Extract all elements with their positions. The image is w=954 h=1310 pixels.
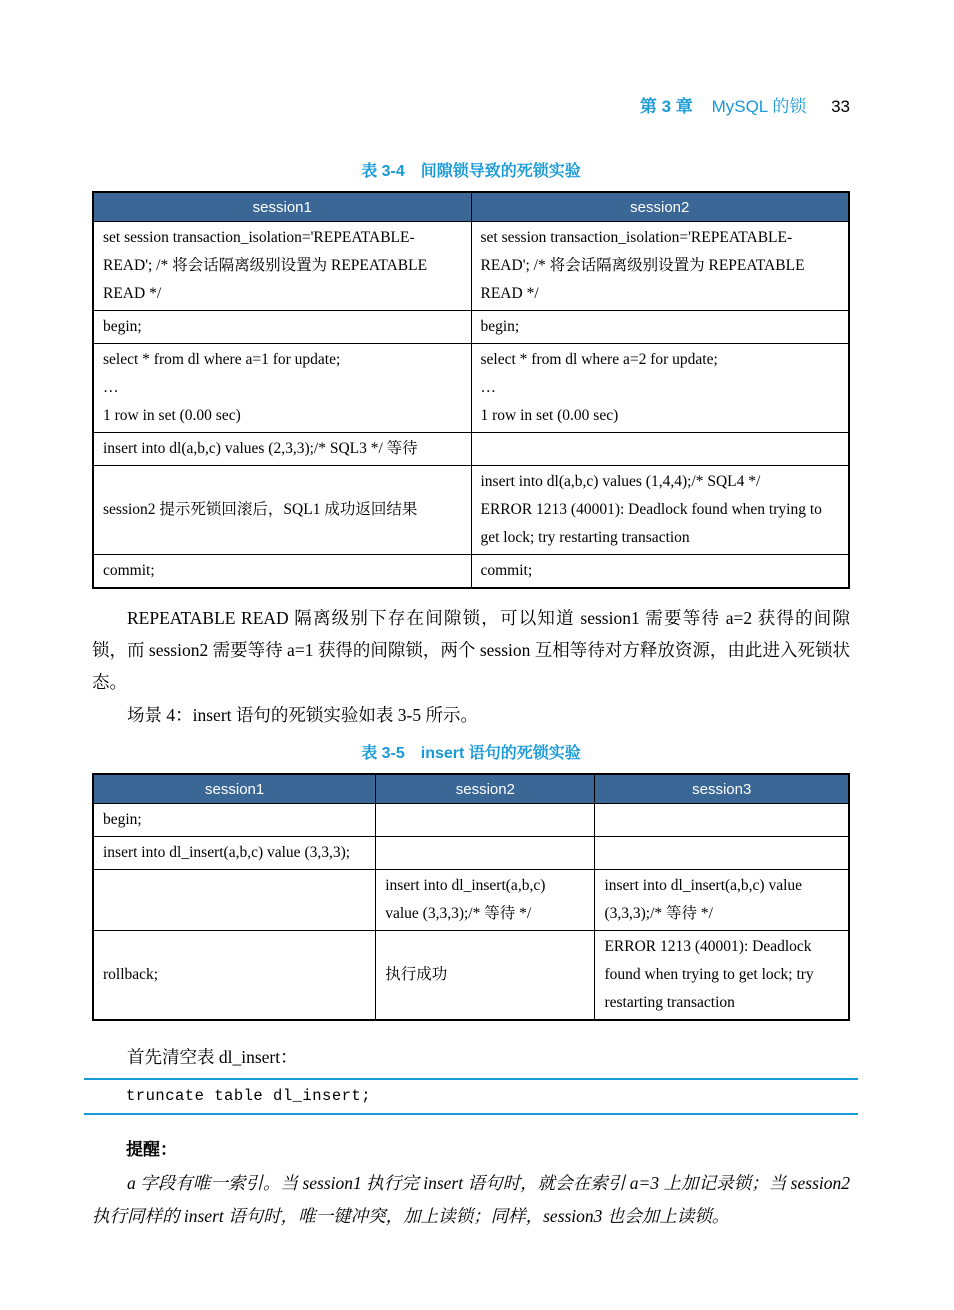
table-3-4-title: 间隙锁导致的死锁实验: [420, 163, 581, 180]
cell-line: found when trying to get lock; try: [604, 966, 814, 983]
table-cell: [376, 804, 595, 837]
table-cell: [93, 870, 376, 931]
cell-line: READ */: [103, 285, 162, 302]
table-row: [93, 555, 849, 589]
table-row: [93, 931, 849, 1021]
cell-line: commit;: [480, 562, 533, 579]
table-cell: [93, 222, 471, 311]
table-row: [93, 222, 849, 311]
cell-line: insert into dl_insert(a,b,c) value (3,3,3);: [103, 844, 351, 861]
table-row: [93, 311, 849, 344]
pre-code-note: 首先清空表 dl_insert：: [127, 1047, 298, 1067]
table-cell: [471, 466, 849, 555]
code-text: truncate table dl_insert;: [126, 1087, 372, 1105]
cell-line: 1 row in set (0.00 sec): [480, 407, 619, 424]
table-cell: [93, 804, 376, 837]
table-cell: [595, 870, 849, 931]
column-header-session3: session3: [595, 774, 849, 804]
paragraph-gap-lock-explanation: REPEATABLE READ 隔离级别下存在间隙锁，可以知道 session1 需要等待 a=2 获得的间隙锁，而 session2 需要等待 a=1 获得的间隙锁，两个 session 互相等待对方释放资源，由此进入死锁状态。: [92, 608, 850, 692]
table-cell: [93, 837, 376, 870]
table-cell: [595, 804, 849, 837]
cell-line: insert into dl(a,b,c) values (2,3,3);/* SQL3 */ 等待: [103, 440, 418, 457]
page-header: [92, 96, 850, 118]
table-cell: [376, 837, 595, 870]
cell-line: get lock; try restarting transaction: [480, 529, 690, 546]
cell-line: insert into dl_insert(a,b,c) value: [604, 877, 803, 894]
table-cell: [471, 555, 849, 589]
table-row: [93, 466, 849, 555]
cell-line: …: [103, 379, 119, 396]
table-3-5-body: [93, 804, 849, 1021]
cell-line: insert into dl(a,b,c) values (1,4,4);/* SQL4 */: [480, 473, 761, 490]
table-cell: [93, 555, 471, 589]
column-header-session1: session1: [93, 192, 471, 222]
table-3-5-caption: [92, 744, 850, 764]
table-row: [93, 870, 849, 931]
cell-line: session2 提示死锁回滚后，SQL1 成功返回结果: [103, 501, 418, 518]
table-cell: [471, 311, 849, 344]
column-header-session2: session2: [471, 192, 849, 222]
cell-line: select * from dl where a=2 for update;: [480, 351, 718, 368]
reminder-body: a 字段有唯一索引。当 session1 执行完 insert 语句时，就会在索引 a=3 上加记录锁；当 session2 执行同样的 insert 语句时，唯一键冲突，加上读锁；同样，session3 也会加上读锁。: [92, 1173, 850, 1226]
table-3-4-body: [93, 222, 849, 589]
cell-line: READ'; /* 将会话隔离级别设置为 REPEATABLE: [480, 257, 805, 274]
table-cell: [376, 870, 595, 931]
chapter-title: MySQL 的锁: [711, 97, 807, 116]
table-3-4-label: 表 3-4: [361, 163, 405, 180]
table-row: [93, 804, 849, 837]
table-row: [93, 837, 849, 870]
table-cell: [376, 931, 595, 1021]
table-cell: [471, 222, 849, 311]
cell-line: set session transaction_isolation='REPEATABLE-: [103, 229, 415, 246]
reminder-title: 提醒：: [126, 1140, 177, 1159]
table-cell: [595, 931, 849, 1021]
table-cell: [93, 344, 471, 433]
table-cell: [93, 466, 471, 555]
table-3-5: [92, 773, 850, 1021]
table-header-row: [93, 192, 849, 222]
cell-line: begin;: [480, 318, 520, 335]
cell-line: ERROR 1213 (40001): Deadlock: [604, 938, 812, 955]
table-row: [93, 344, 849, 433]
cell-line: 执行成功: [385, 966, 448, 983]
table-3-5-label: 表 3-5: [361, 745, 405, 762]
cell-line: …: [480, 379, 496, 396]
cell-line: READ */: [480, 285, 539, 302]
cell-line: (3,3,3);/* 等待 */: [604, 905, 713, 922]
chapter-label: 第 3 章: [639, 97, 693, 116]
cell-line: commit;: [103, 562, 155, 579]
table-cell: [93, 931, 376, 1021]
table-cell: [471, 344, 849, 433]
table-3-5-title: insert 语句的死锁实验: [420, 745, 581, 762]
cell-line: value (3,3,3);/* 等待 */: [385, 905, 532, 922]
cell-line: begin;: [103, 811, 142, 828]
table-header-row: [93, 774, 849, 804]
cell-line: 1 row in set (0.00 sec): [103, 407, 241, 424]
table-cell: [93, 433, 471, 466]
table-3-4-caption: [92, 162, 850, 182]
table-cell: [595, 837, 849, 870]
cell-line: begin;: [103, 318, 142, 335]
cell-line: set session transaction_isolation='REPEATABLE-: [480, 229, 793, 246]
cell-line: insert into dl_insert(a,b,c): [385, 877, 546, 894]
cell-line: READ'; /* 将会话隔离级别设置为 REPEATABLE: [103, 257, 428, 274]
cell-line: ERROR 1213 (40001): Deadlock found when trying to: [480, 501, 822, 518]
page-number: 33: [831, 97, 850, 116]
table-cell: [471, 433, 849, 466]
code-block: [84, 1078, 858, 1115]
cell-line: select * from dl where a=1 for update;: [103, 351, 341, 368]
cell-line: restarting transaction: [604, 994, 735, 1011]
table-3-4: [92, 191, 850, 589]
table-row: [93, 433, 849, 466]
column-header-session1: session1: [93, 774, 376, 804]
cell-line: rollback;: [103, 966, 159, 983]
table-cell: [93, 311, 471, 344]
paragraph-scene-4: 场景 4：insert 语句的死锁实验如表 3-5 所示。: [127, 705, 478, 725]
column-header-session2: session2: [376, 774, 595, 804]
book-page: [92, 0, 850, 1233]
